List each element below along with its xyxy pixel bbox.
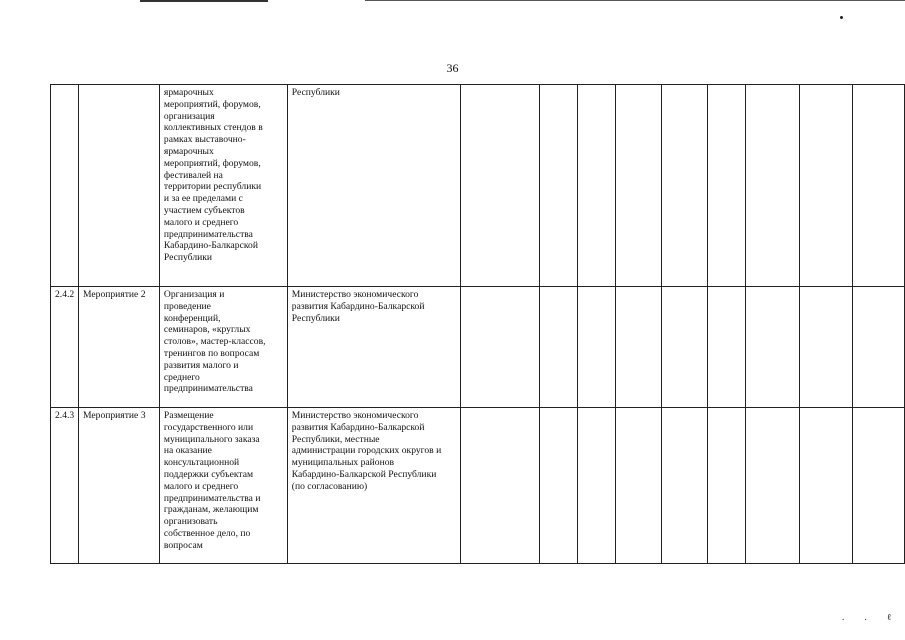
empty-cell xyxy=(800,85,853,287)
empty-cell xyxy=(661,287,707,408)
empty-cell xyxy=(461,287,540,408)
row-number xyxy=(51,85,79,287)
empty-cell xyxy=(615,408,661,564)
event-name: Мероприятие 2 xyxy=(78,287,159,408)
empty-cell xyxy=(615,85,661,287)
table-row xyxy=(51,85,905,287)
table-row xyxy=(51,408,905,564)
footer-marks: . . ℓ xyxy=(842,612,901,622)
empty-cell xyxy=(707,287,746,408)
empty-cell xyxy=(853,287,905,408)
row-number: 2.4.2 xyxy=(51,287,79,408)
empty-cell xyxy=(540,85,578,287)
event-executor: Министерство экономического развития Кабардино-Балкарской Республики xyxy=(287,287,461,408)
event-name xyxy=(78,85,159,287)
empty-cell xyxy=(707,408,746,564)
empty-cell xyxy=(853,85,905,287)
empty-cell xyxy=(746,85,800,287)
plan-table xyxy=(50,84,905,564)
event-executor: Республики xyxy=(287,85,461,287)
empty-cell xyxy=(540,408,578,564)
empty-cell xyxy=(661,408,707,564)
empty-cell xyxy=(853,408,905,564)
scan-speck xyxy=(840,16,843,19)
empty-cell xyxy=(661,85,707,287)
empty-cell xyxy=(577,408,615,564)
empty-cell xyxy=(800,287,853,408)
row-number: 2.4.3 xyxy=(51,408,79,564)
scan-line-left xyxy=(140,0,268,2)
empty-cell xyxy=(577,287,615,408)
empty-cell xyxy=(540,287,578,408)
empty-cell xyxy=(615,287,661,408)
empty-cell xyxy=(746,408,800,564)
empty-cell xyxy=(800,408,853,564)
event-executor: Министерство экономического развития Кабардино-Балкарской Республики, местные администрации городских округов и муниципальных районов Кабардино-Балкарской Республики (по согласованию) xyxy=(287,408,461,564)
page-number: 36 xyxy=(446,61,459,75)
event-description: Организация и проведение конференций, семинаров, «круглых столов», мастер-классов, тренингов по вопросам развития малого и среднего предпринимательства xyxy=(159,287,287,408)
event-name: Мероприятие 3 xyxy=(78,408,159,564)
scan-line-right xyxy=(365,0,905,1)
event-description: Размещение государственного или муниципального заказа на оказание консультационной поддержки субъектам малого и среднего предпринимательства и гражданам, желающим организовать собственное дело, по вопросам xyxy=(159,408,287,564)
table-row xyxy=(51,287,905,408)
empty-cell xyxy=(746,287,800,408)
empty-cell xyxy=(707,85,746,287)
empty-cell xyxy=(577,85,615,287)
empty-cell xyxy=(461,408,540,564)
event-description: ярмарочных мероприятий, форумов, организация коллективных стендов в рамках выставочно- ярмарочных мероприятий, форумов, фестивалей на территории республики и за ее пределами с участием субъектов малого и среднего предпринимательства Кабардино-Балкарской Республики xyxy=(159,85,287,287)
empty-cell xyxy=(461,85,540,287)
